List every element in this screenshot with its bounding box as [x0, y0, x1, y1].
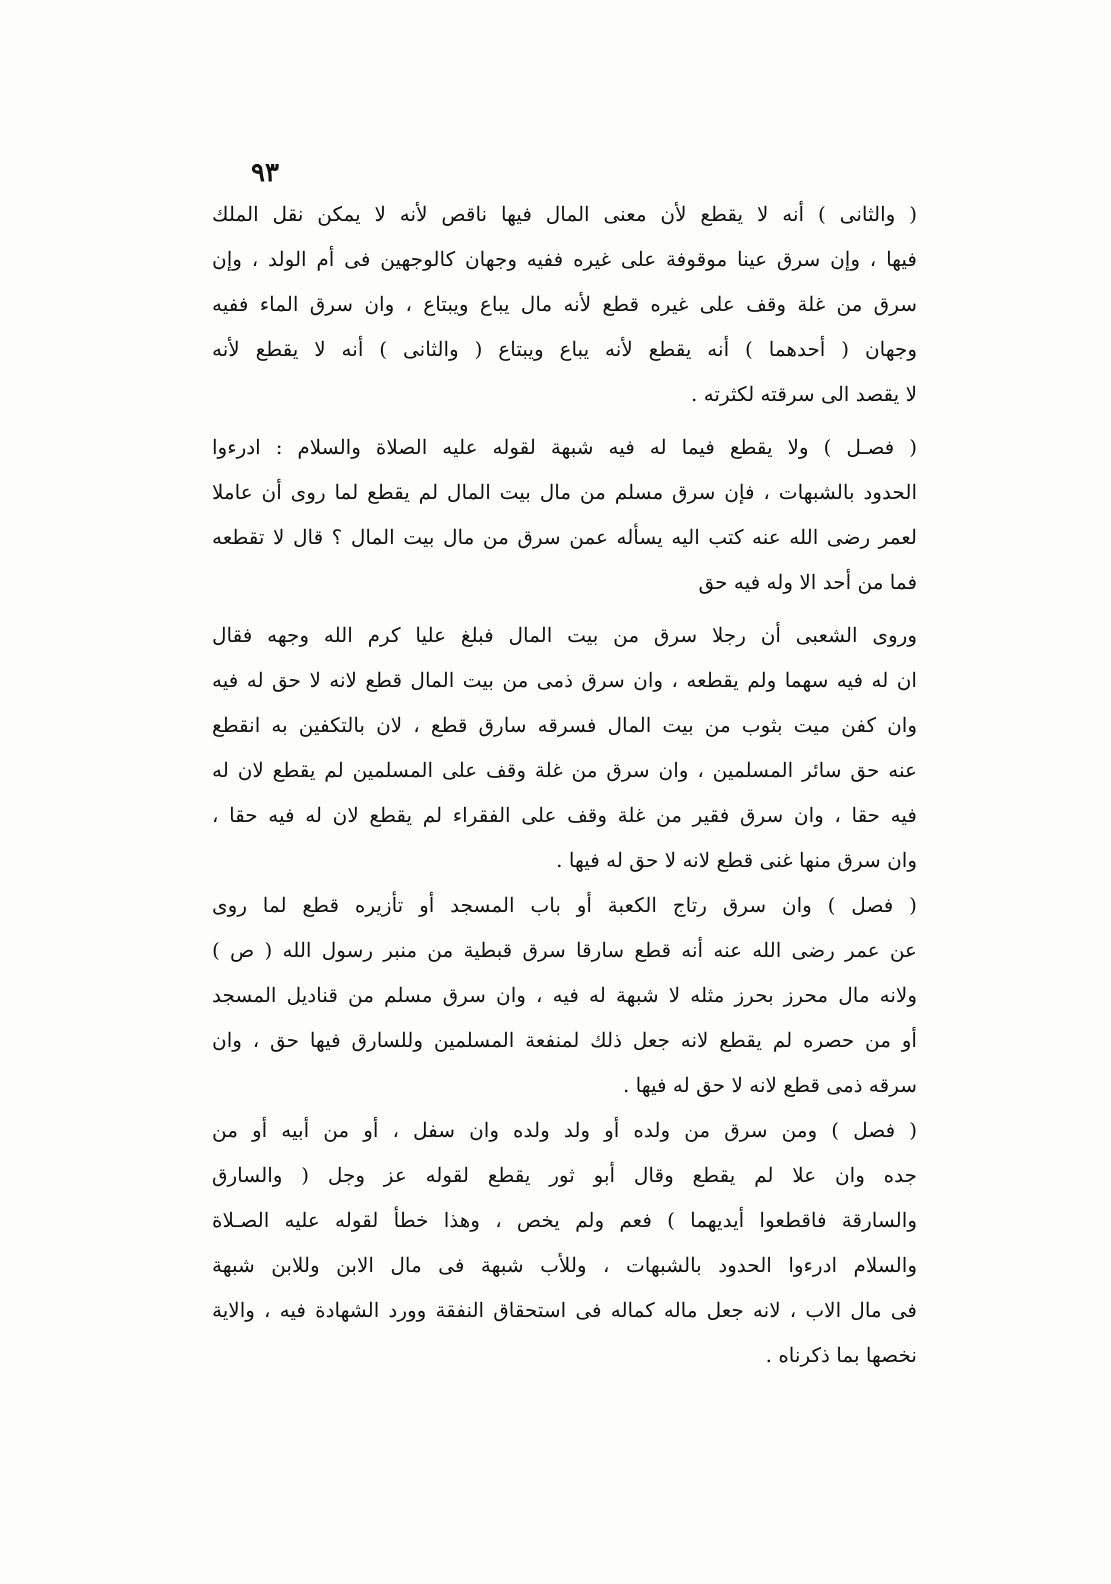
paragraph-gap: [212, 417, 917, 425]
text-line: وروى الشعبى أن رجلا سرق من بيت المال فبلغ عليا كرم الله وجهه فقال: [212, 623, 917, 647]
text-line: والسلام ادرءوا الحدود بالشبهات ، وللأب شبهة فى مال الابن وللابن شبهة: [212, 1253, 917, 1277]
text-line: وان كفن ميت بثوب من بيت المال فسرقه سارق قطع ، لان بالتكفين به انقطع: [212, 713, 917, 737]
paragraph: [212, 613, 917, 883]
text-line: ولانه مال محرز بحرز مثله لا شبهة له فيه ، وان سرق مسلم من قناديل المسجد: [212, 983, 917, 1007]
text-line: ( فصل ) ومن سرق من ولده أو ولد ولده وان سفل ، أو من أبيه أو من: [212, 1118, 917, 1142]
text-line: فيه حقا ، وان سرق فقير من غلة وقف على الفقراء لم يقطع لان له فيه حقا ،: [212, 803, 917, 827]
text-line: سرق من غلة وقف على غيره قطع لأنه مال يباع ويبتاع ، وان سرق الماء ففيه: [212, 292, 917, 316]
text-line: فيها ، وإن سرق عينا موقوفة على غيره ففيه وجهان كالوجهين فى أم الولد ، وإن: [212, 247, 917, 271]
paragraph-gap: [212, 605, 917, 613]
text-line: فما من أحد الا وله فيه حق: [698, 570, 917, 594]
page-number: ٩٣: [251, 158, 279, 188]
text-line: والسارقة فاقطعوا أيديهما ) فعم ولم يخص ، وهذا خطأ لقوله عليه الصـلاة: [212, 1208, 917, 1232]
text-line: فى مال الاب ، لانه جعل ماله كماله فى استحقاق النفقة وورد الشهادة فيه ، والاية: [212, 1298, 917, 1322]
text-line: ( فصل ) وان سرق رتاج الكعبة أو باب المسجد أو تأزيره قطع لما روى: [212, 893, 917, 917]
text-line: الحدود بالشبهات ، فإن سرق مسلم من مال بيت المال لم يقطع لما روى أن عاملا: [212, 480, 917, 504]
text-line: عنه حق سائر المسلمين ، وان سرق من غلة وقف على المسلمين لم يقطع لان له: [212, 758, 917, 782]
body-text: [212, 192, 917, 1378]
text-line: ( فصـل ) ولا يقطع فيما له فيه شبهة لقوله عليه الصلاة والسلام : ادرءوا: [212, 435, 917, 459]
text-line: عن عمر رضى الله عنه أنه قطع سارقا سرق قبطية من منبر رسول الله ( ص ): [212, 938, 917, 962]
text-line: نخصها بما ذكرناه .: [765, 1343, 917, 1367]
paragraph: [212, 1108, 917, 1378]
text-line: جده وان علا لم يقطع وقال أبو ثور يقطع لقوله عز وجل ( والسارق: [212, 1163, 917, 1187]
text-line: سرقه ذمى قطع لانه لا حق له فيها .: [622, 1073, 917, 1097]
text-line: ( والثانى ) أنه لا يقطع لأن معنى المال فيها ناقص لأنه لا يمكن نقل الملك: [212, 202, 917, 226]
text-line: وان سرق منها غنى قطع لانه لا حق له فيها .: [556, 848, 917, 872]
paragraph: [212, 883, 917, 1108]
paragraph: [212, 425, 917, 605]
paragraph: [212, 192, 917, 417]
text-line: لعمر رضى الله عنه كتب اليه يسأله عمن سرق من مال بيت المال ؟ قال لا تقطعه: [212, 525, 917, 549]
text-line: ان له فيه سهما ولم يقطعه ، وان سرق ذمى من بيت المال قطع لانه لا حق له فيه: [212, 668, 917, 692]
text-line: وجهان ( أحدهما ) أنه يقطع لأنه يباع ويبتاع ( والثانى ) أنه لا يقطع لأنه: [212, 337, 917, 361]
text-line: لا يقصد الى سرقته لكثرته .: [690, 382, 917, 406]
text-line: أو من حصره لم يقطع لانه جعل ذلك لمنفعة المسلمين وللسارق فيها حق ، وان: [212, 1028, 917, 1052]
